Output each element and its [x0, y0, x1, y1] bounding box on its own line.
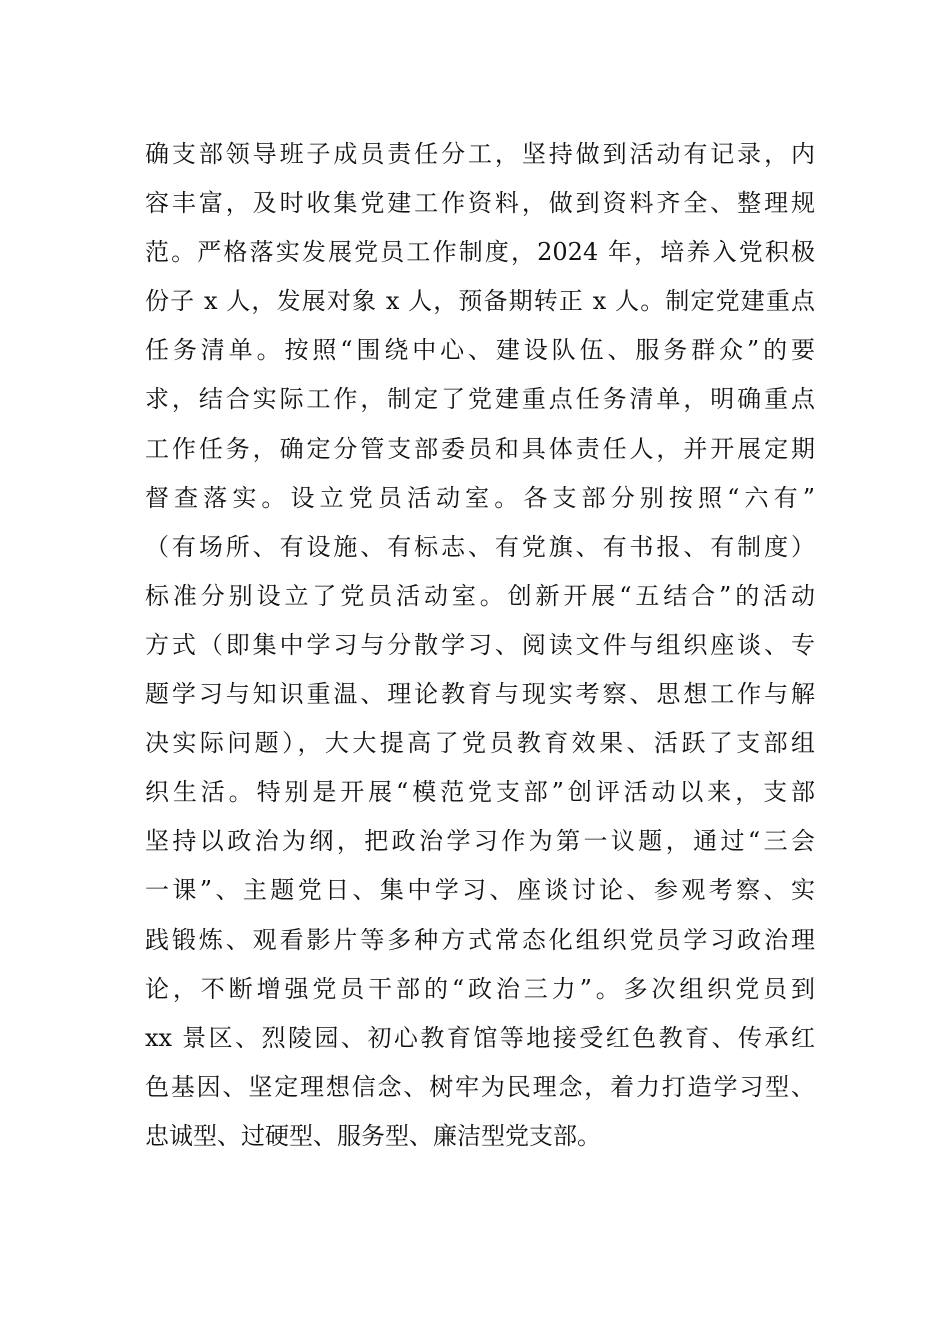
paragraph-line: （有场所、有设施、有标志、有党旗、有书报、有制度） [145, 532, 815, 561]
paragraph-line-last: 忠诚型、过硬型、服务型、廉洁型党支部。 [145, 1121, 601, 1150]
body-paragraph [145, 130, 815, 1161]
paragraph-line: 确支部领导班子成员责任分工，坚持做到活动有记录，内 [145, 140, 815, 168]
paragraph-line: 践锻炼、观看影片等多种方式常态化组织党员学习政治理 [145, 925, 815, 954]
paragraph-line: 范。严格落实发展党员工作制度，2024 年，培养入党积极 [145, 238, 815, 267]
paragraph-line: 决实际问题），大大提高了党员教育效果、活跃了支部组 [145, 729, 815, 758]
paragraph-line: xx 景区、烈陵园、初心教育馆等地接受红色教育、传承红 [145, 1023, 815, 1052]
paragraph-line: 一课”、主题党日、集中学习、座谈讨论、参观考察、实 [145, 876, 815, 905]
paragraph-line: 织生活。特别是开展“模范党支部”创评活动以来，支部 [145, 778, 815, 807]
paragraph-line: 色基因、坚定理想信念、树牢为民理念，着力打造学习型、 [145, 1072, 815, 1101]
paragraph-line: 论，不断增强党员干部的“政治三力”。多次组织党员到 [145, 974, 815, 1003]
paragraph-line: 求，结合实际工作，制定了党建重点任务清单，明确重点 [145, 385, 815, 414]
paragraph-line: 方式（即集中学习与分散学习、阅读文件与组织座谈、专 [145, 630, 815, 659]
paragraph-line: 任务清单。按照“围绕中心、建设队伍、服务群众”的要 [145, 336, 815, 365]
paragraph-line: 工作任务，确定分管支部委员和具体责任人，并开展定期 [145, 434, 815, 463]
paragraph-line: 题学习与知识重温、理论教育与现实考察、思想工作与解 [145, 680, 815, 709]
paragraph-line: 标准分别设立了党员活动室。创新开展“五结合”的活动 [145, 581, 815, 610]
paragraph-line: 督查落实。设立党员活动室。各支部分别按照“六有” [145, 483, 815, 512]
paragraph-line: 份子 x 人，发展对象 x 人，预备期转正 x 人。制定党建重点 [145, 287, 815, 316]
paragraph-line: 坚持以政治为纲，把政治学习作为第一议题，通过“三会 [145, 827, 815, 856]
paragraph-line: 容丰富，及时收集党建工作资料，做到资料齐全、整理规 [145, 189, 815, 218]
